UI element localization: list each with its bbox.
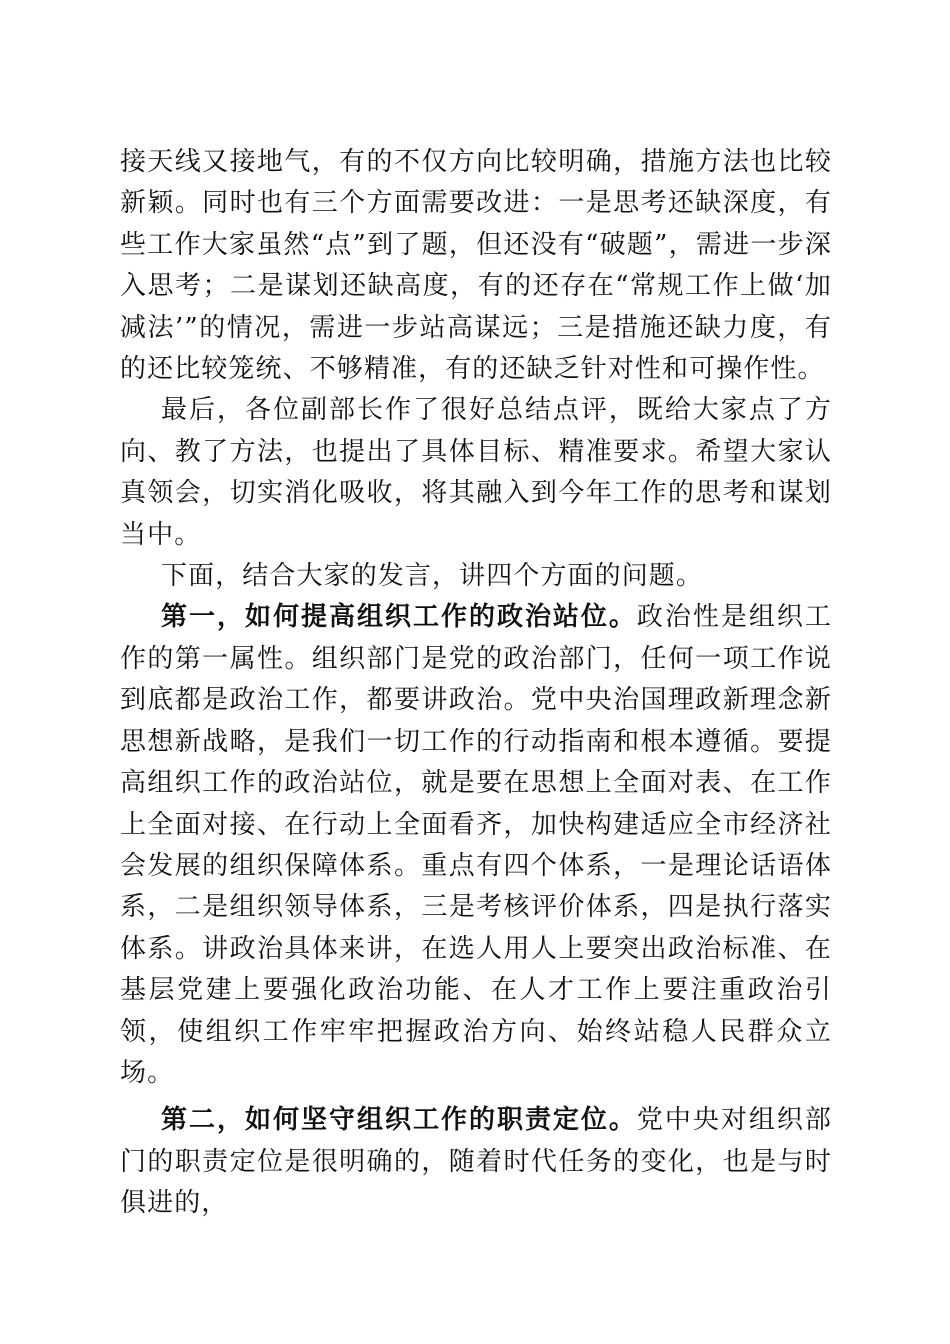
paragraph-continuation — [120, 142, 832, 390]
paragraph-point-one — [120, 597, 832, 1094]
paragraph-text: 下面，结合大家的发言，讲四个方面的问题。 — [161, 561, 704, 592]
paragraph-intro — [120, 556, 832, 597]
paragraph-text: 接天线又接地气，有的不仅方向比较明确，措施方法也比较新颖。同时也有三个方面需要改进：一是思考还缺深度，有些工作大家虽然“点”到了题，但还没有“破题”，需进一步深入思考；二是谋划还缺高度，有的还存在“常规工作上做‘加减法’”的情况，需进一步站高谋远；三是措施还缺力度，有的还比较笼统、不够精准，有的还缺乏针对性和可操作性。 — [120, 147, 832, 385]
document-body — [120, 142, 832, 1225]
paragraph-point-two — [120, 1100, 832, 1224]
paragraph-heading: 第二，如何坚守组织工作的职责定位。 — [161, 1105, 637, 1136]
paragraph-text: 党中央对组织部门的职责定位是很明确的，随着时代任务的变化，也是与时俱进的， — [120, 1105, 832, 1219]
paragraph-text: 政治性是组织工作的第一属性。组织部门是党的政治部门，任何一项工作说到底都是政治工作，都要讲政治。党中央治国理政新理念新思想新战略，是我们一切工作的行动指南和根本遵循。要提高组织工作的政治站位，就是要在思想上全面对表、在工作上全面对接、在行动上全面看齐，加快构建适应全市经济社会发展的组织保障体系。重点有四个体系，一是理论话语体系，二是组织领导体系，三是考核评价体系，四是执行落实体系。讲政治具体来讲，在选人用人上要突出政治标准、在基层党建上要强化政治功能、在人才工作上要注重政治引领，使组织工作牢牢把握政治方向、始终站稳人民群众立场。 — [120, 602, 832, 1088]
paragraph-summary — [120, 390, 832, 556]
paragraph-heading: 第一，如何提高组织工作的政治站位。 — [161, 602, 637, 633]
paragraph-text: 最后，各位副部长作了很好总结点评，既给大家点了方向、教了方法，也提出了具体目标、精准要求。希望大家认真领会，切实消化吸收，将其融入到今年工作的思考和谋划当中。 — [120, 395, 832, 550]
